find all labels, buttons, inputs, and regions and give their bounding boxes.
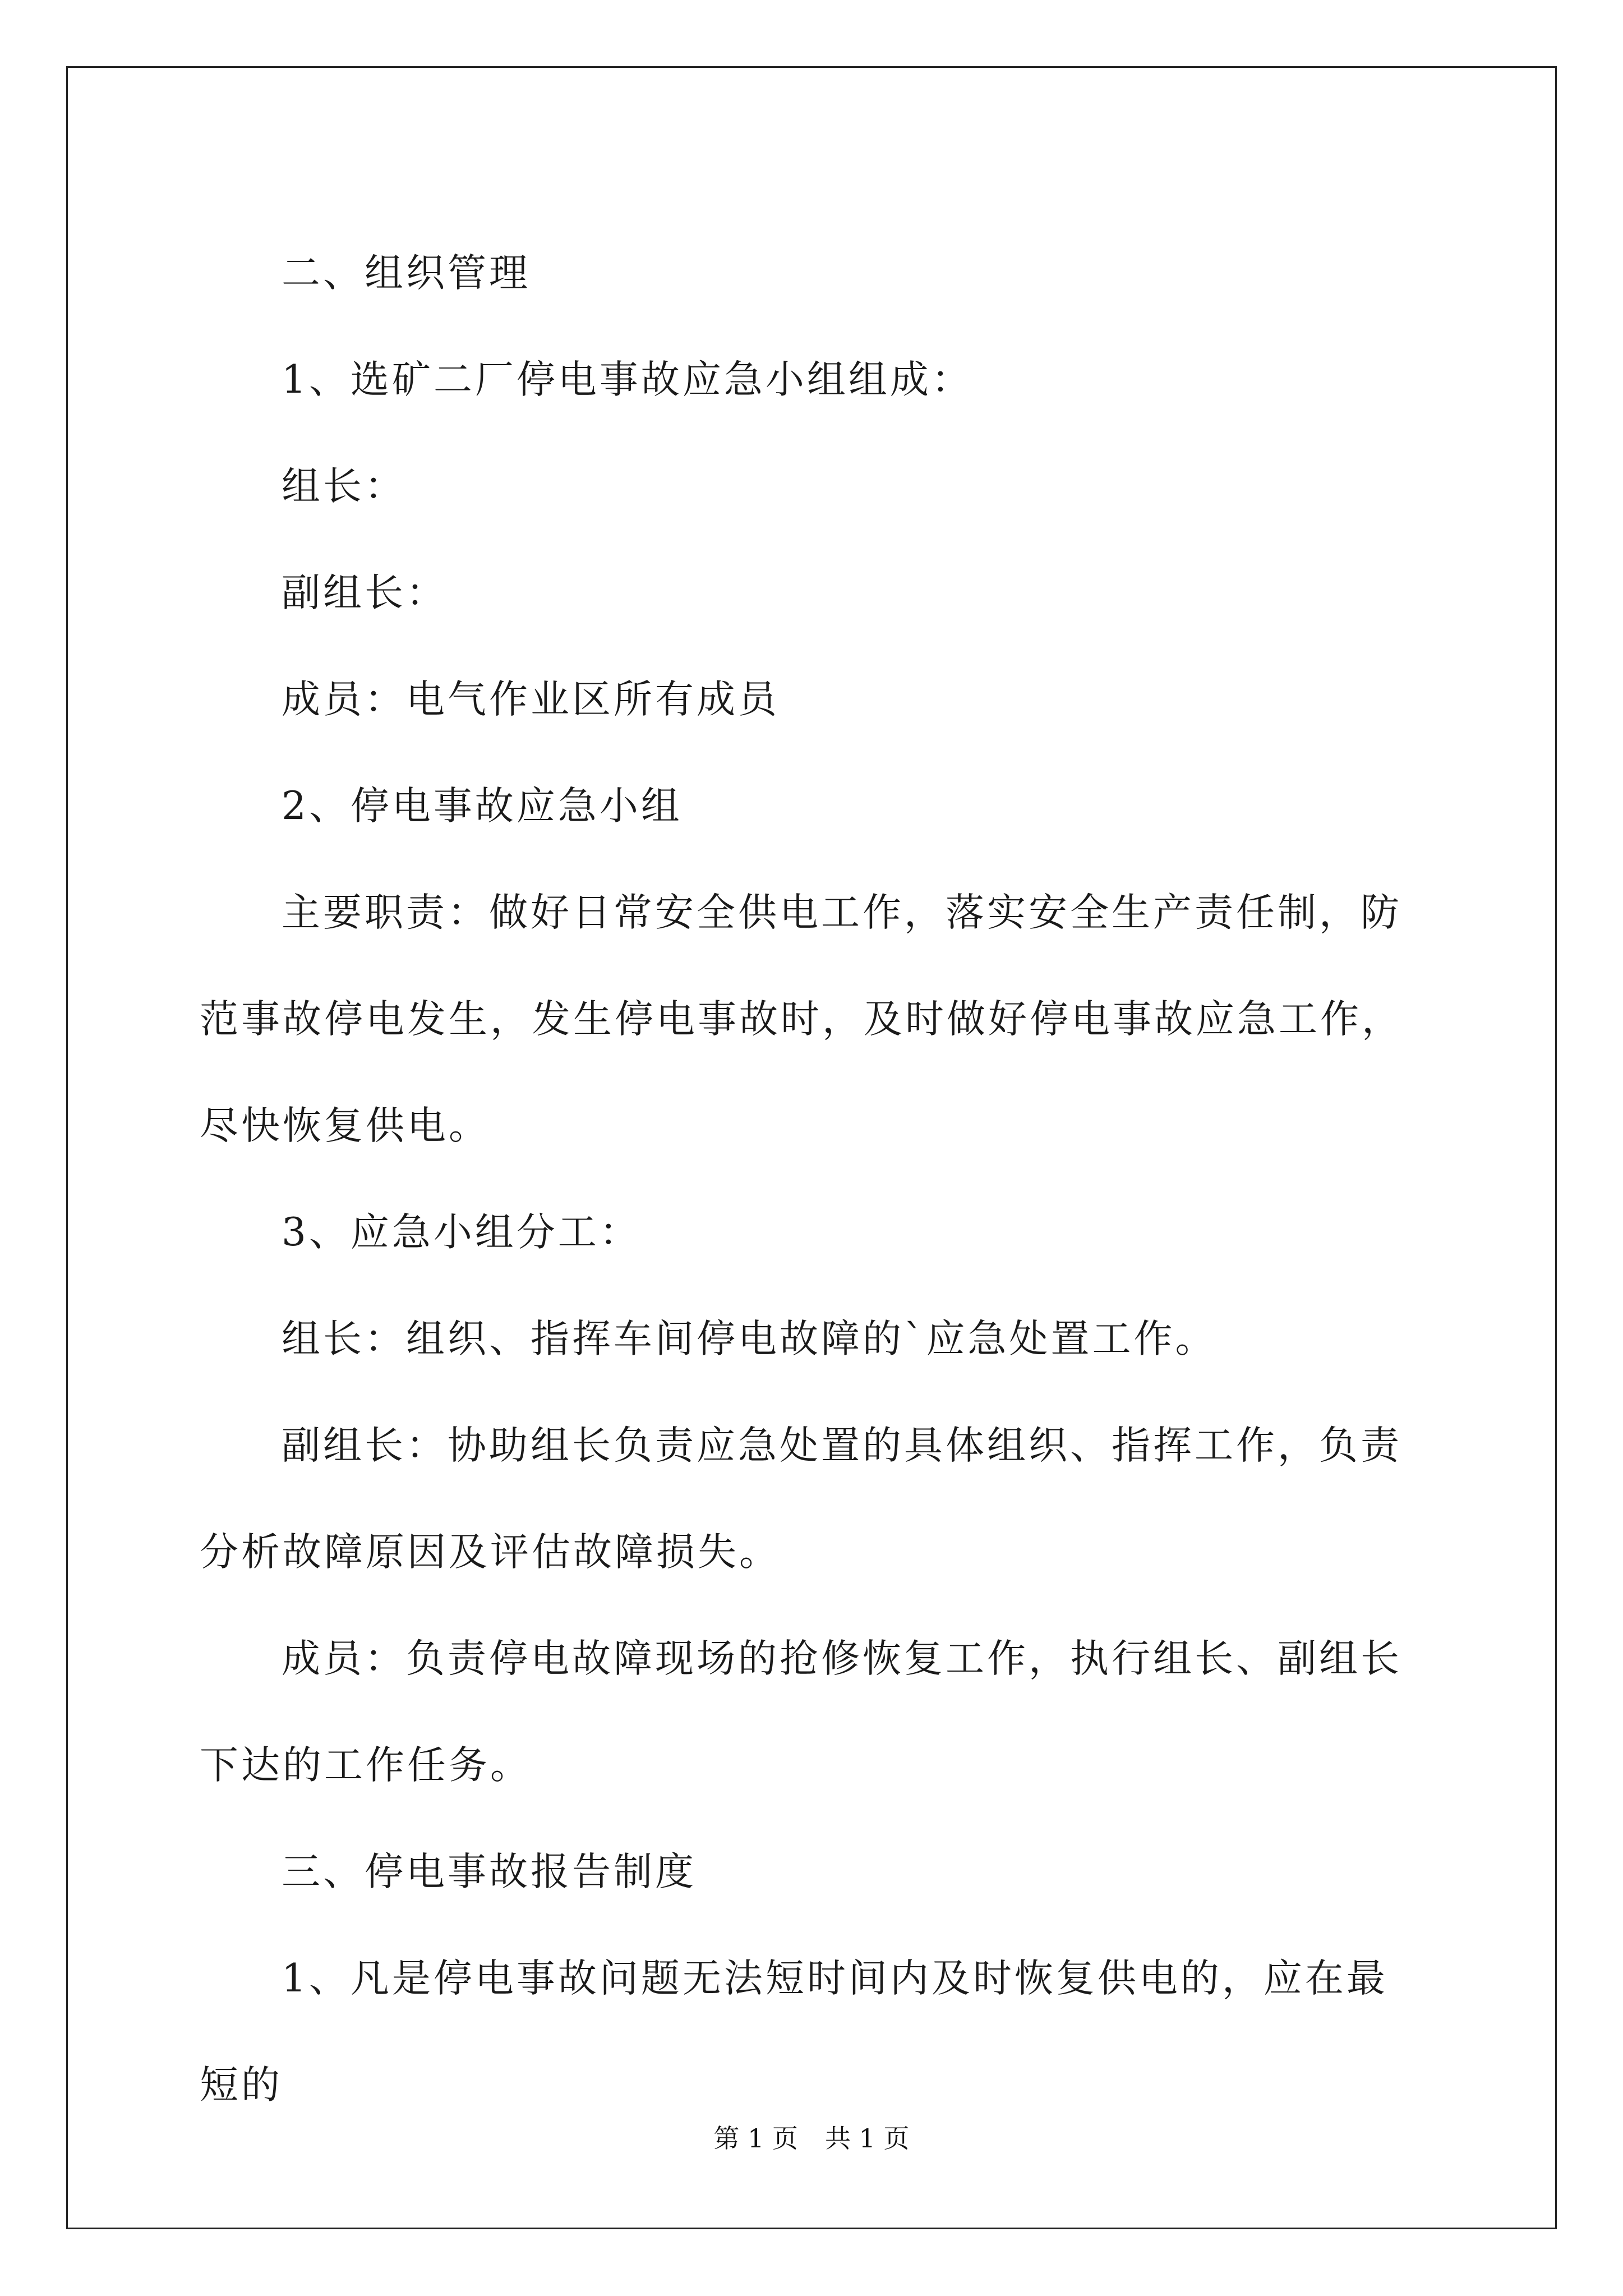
paragraph-deputy-duty: 副组长：协助组长负责应急处置的具体组织、指挥工作，负责分析故障原因及评估故障损失。 [200,1423,1402,1575]
page-footer [0,2122,1623,2155]
paragraph-team-leader: 组长： [282,464,406,509]
paragraph-emergency-team: 2、停电事故应急小组 [282,784,683,829]
section-heading-organization: 二、组织管理 [282,251,531,296]
page-number-current: 第 1 页 [713,2123,798,2154]
document-body [200,220,1421,2138]
paragraph-leader-duty: 组长：组织、指挥车间停电故障的`应急处置工作。 [282,1317,1217,1361]
paragraph-main-duties: 主要职责：做好日常安全供电工作，落实安全生产责任制，防范事故停电发生，发生停电事故时，及时做好停电事故应急工作，尽快恢复供电。 [200,890,1403,1148]
paragraph-reporting-rule-1: 1、凡是停电事故问题无法短时间内及时恢复供电的，应在最短的 [200,1956,1388,2108]
paragraph-deputy-leader: 副组长： [282,570,448,615]
paragraph-member-duty: 成员：负责停电故障现场的抢修恢复工作，执行组长、副组长下达的工作任务。 [200,1636,1402,1788]
section-heading-reporting: 三、停电事故报告制度 [282,1849,697,1894]
paragraph-team-composition: 1、选矿二厂停电事故应急小组组成： [282,357,973,402]
paragraph-members: 成员：电气作业区所有成员 [282,677,780,722]
page-number-total: 共 1 页 [825,2123,910,2154]
paragraph-division-of-labor: 3、应急小组分工： [282,1210,641,1255]
